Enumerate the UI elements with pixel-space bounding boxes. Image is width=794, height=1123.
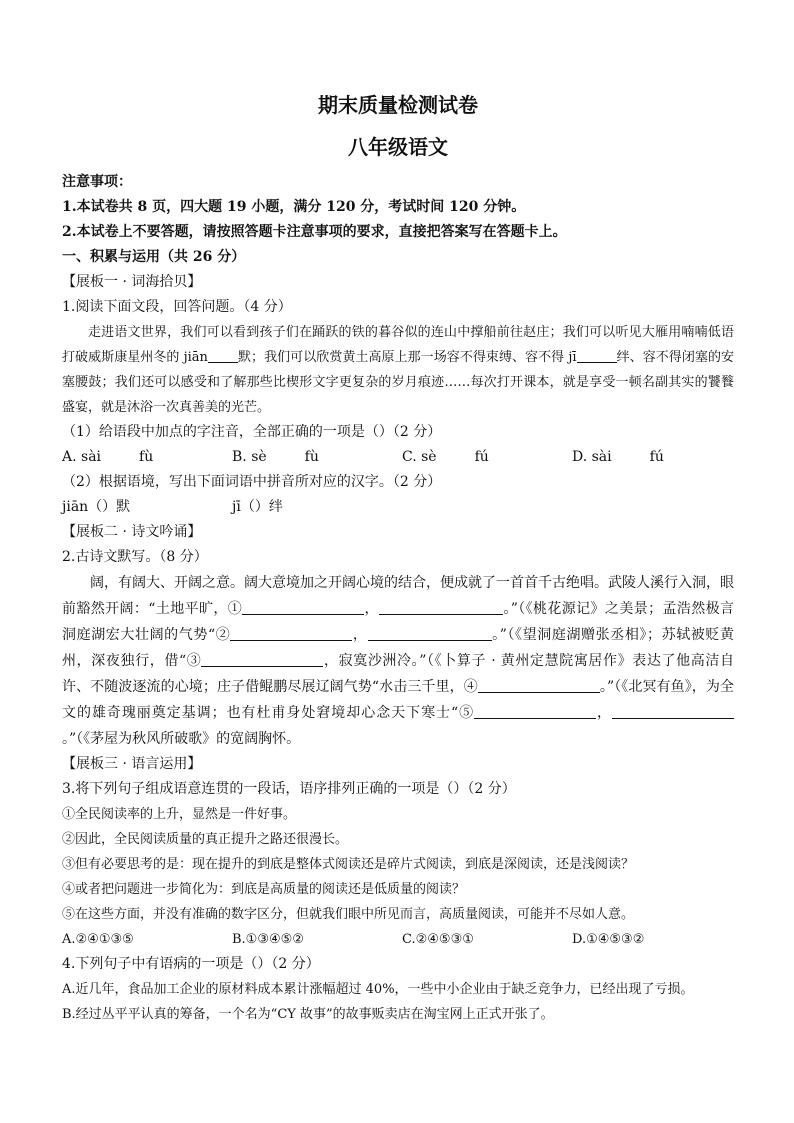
q3-option-c: C.②④⑤③①	[402, 932, 474, 947]
blank-2b	[368, 626, 492, 641]
q1-sub2: （2）根据语境，写出下面词语中拼音所对应的汉字。（2 分）	[62, 474, 442, 490]
q1-passage-c: 绊、容不得闭塞的安塞腰鼓；我们还可以感受和了解那些比楔形文字更复杂的岁月痕迹……每次打开课本，就是享受一顿名副其实的饕餮盛宴，就是沐浴一次真善美的光芒。	[62, 350, 734, 415]
q1-option-a	[62, 445, 232, 470]
q1-stem: 1.阅读下面文段，回答问题。（4 分）	[62, 299, 292, 315]
q1-option-a-first: A. sài	[62, 449, 102, 465]
q2-passage	[62, 570, 734, 752]
q1-option-c	[402, 445, 572, 470]
notes-heading: 注意事项：	[62, 174, 132, 190]
q1-option-d	[572, 445, 664, 470]
q1-option-b-second: fù	[304, 449, 319, 465]
q1-passage-a: 走进语文世界，我们可以看到孩子们在踊跃的铁的暮谷似的连山中撑船前往赵庄；我们可以听见大雁用喃喃低语打破威斯康星州冬的 jiān	[62, 325, 734, 365]
q4-option-a: A.近几年，食品加工企业的原材料成本累计涨幅超过 40%，一些中小企业由于缺乏竞争力，已经出现了亏损。	[62, 982, 694, 997]
q1-option-a-second: fù	[139, 449, 154, 465]
q2-text-1: 阔，有阔大、开阔之意。阔大意境加之开阔心境的结合，便成就了一首首千古绝唱。武陵人溪行入洞，眼前豁然开阔：“土地平旷，①	[62, 575, 734, 617]
q1-option-d-first: D. sài	[572, 449, 612, 465]
section-heading: 一、积累与运用（共 26 分）	[62, 249, 246, 265]
q1-sub1: （1）给语段中加点的字注音，全部正确的一项是（）（2 分）	[62, 424, 442, 440]
blank-4	[478, 678, 600, 693]
notes-section	[62, 170, 734, 270]
q1-option-c-first: C. sè	[402, 449, 437, 465]
exam-page	[62, 92, 734, 1027]
q2-text-4: ，	[352, 627, 368, 643]
q1-option-b-first: B. sè	[232, 449, 267, 465]
q4-option-b: B.经过丛平平认真的筹备，一个名为“CY 故事”的故事贩卖店在淘宝网上正式开张了。	[62, 1007, 554, 1022]
blank-jian	[208, 348, 238, 363]
blank-1b	[379, 600, 503, 615]
q3-item-3: ③但有必要思考的是：现在提升的到底是整体式阅读还是碎片式阅读，到底是深阅读，还是浅阅读？	[62, 857, 635, 872]
blank-5a	[474, 704, 596, 719]
q3-item-4: ④或者把问题进一步简化为：到底是高质量的阅读还是低质量的阅读？	[62, 882, 466, 897]
q3-item-2: ②因此，全民阅读质量的真正提升之路还很漫长。	[62, 832, 349, 847]
q1-passage-b: 默；我们可以欣赏黄土高原上那一场容不得束缚、容不得 jī	[237, 350, 577, 365]
q1-passage	[62, 320, 734, 420]
q3-item-1: ①全民阅读率的上升，显然是一件好事。	[62, 807, 297, 822]
q3-stem: 3.将下列句子组成语意连贯的一段话，语序排列正确的一项是（）（2 分）	[62, 781, 516, 797]
blank-5b	[612, 704, 734, 719]
q2-stem: 2.古诗文默写。（8 分）	[62, 549, 208, 565]
q2-text-6: ，寂寞沙洲冷。”（《卜算子 · 黄州定慧院寓居作》表达了他高洁自许、不随波逐流的心境；庄子借鲲鹏尽展辽阔气势“水击三千里，④	[62, 653, 734, 695]
q2-text-8: ，	[596, 705, 613, 721]
q1-option-d-second: fú	[649, 449, 664, 465]
q3-item-5: ⑤在这些方面，并没有准确的数字区分，但就我们眼中所见而言，高质量阅读，可能并不尽如人意。	[62, 907, 635, 922]
q4-stem: 4.下列句子中有语病的一项是（）（2 分）	[62, 956, 320, 972]
q3-option-b: B.①③④⑤②	[232, 932, 304, 947]
blank-ji	[577, 348, 617, 363]
q3-options	[62, 927, 734, 952]
page-title: 期末质量检测试卷	[318, 93, 478, 117]
q3-option-d: D.①④⑤③②	[572, 932, 645, 947]
q1-option-b	[232, 445, 402, 470]
q1-sub2-b: jī（）绊	[232, 499, 283, 515]
q2-text-9: 。”（《茅屋为秋风所破歌》的宽阔胸怀。	[62, 731, 301, 747]
q3-option-a: A.②④①③⑤	[62, 932, 134, 947]
board3-label: 【展板三 · 语言运用】	[62, 756, 202, 772]
board1-label: 【展板一 · 词海拾贝】	[62, 274, 202, 290]
blank-3	[201, 652, 323, 667]
q2-text-3: 。”（《桃花源记》之美景；孟浩然极言洞庭湖宏大壮阔的气势“②	[62, 601, 735, 643]
q1-option-c-second: fú	[474, 449, 489, 465]
q2-text-7: 。”（《北冥有鱼》，为全文的雄奇瑰丽奠定基调；也有杜甫身处窘境却心念天下寒士“⑤	[62, 679, 734, 721]
q1-sub2-a: jiān（）默	[62, 499, 131, 515]
q1-sub2-answers	[62, 495, 734, 520]
blank-1a	[242, 600, 364, 615]
notes-item-2: 2.本试卷上不要答题，请按照答题卡注意事项的要求，直接把答案写在答题卡上。	[62, 224, 567, 240]
page-subtitle: 八年级语文	[348, 135, 448, 159]
q2-text-2: ，	[364, 601, 379, 617]
notes-item-1: 1.本试卷共 8 页，四大题 19 小题，满分 120 分，考试时间 120 分钟。	[62, 199, 526, 215]
blank-2a	[230, 626, 352, 641]
board2-label: 【展板二 · 诗文吟诵】	[62, 524, 202, 540]
q2-text-5: 。”（《望洞庭湖赠张丞相》；苏轼被贬黄州，深夜独行，借“③	[62, 627, 734, 669]
q1-sub1-options	[62, 445, 734, 470]
